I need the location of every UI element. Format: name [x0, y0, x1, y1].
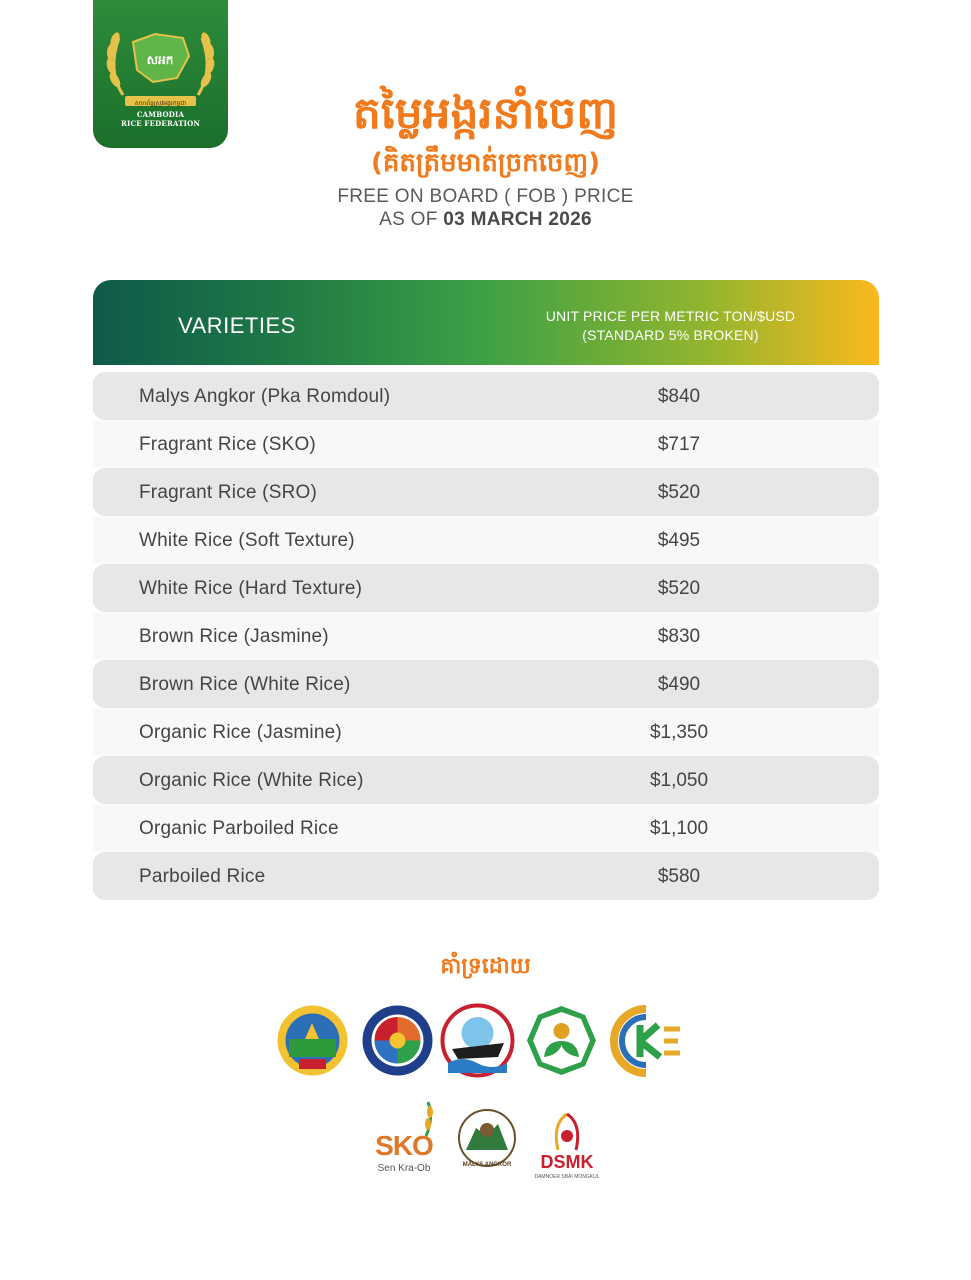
as-of-line — [0, 209, 971, 231]
variety-name: Organic Rice (Jasmine) — [139, 722, 342, 743]
malys-angkor-logo — [452, 1108, 522, 1188]
column-header-varieties: VARIETIES — [178, 313, 296, 338]
page-subtitle-khmer: (គិតត្រឹមមាត់ច្រកចេញ) — [370, 148, 601, 178]
variety-price: $840 — [657, 386, 701, 407]
table-row — [93, 516, 879, 564]
variety-price: $717 — [657, 434, 701, 455]
table-row — [93, 756, 879, 804]
department-seal-icon — [360, 1003, 435, 1078]
variety-name: Parboiled Rice — [139, 866, 266, 887]
logo-name-line2: RICE FEDERATION — [121, 119, 200, 128]
dsmk-subtitle: DAMNOER SBAI MONGKUL — [534, 1174, 600, 1180]
sko-subtitle: Sen Kra-Ob — [377, 1163, 431, 1174]
variety-name: Malys Angkor (Pka Romdoul) — [139, 386, 391, 407]
variety-price: $490 — [657, 674, 701, 695]
page-title-khmer: តម្លៃអង្ករនាំចេញ — [352, 88, 619, 139]
variety-name: Fragrant Rice (SRO) — [139, 482, 318, 503]
variety-price: $830 — [657, 626, 701, 647]
sko-logo — [368, 1100, 440, 1192]
variety-name: Organic Rice (White Rice) — [139, 770, 364, 791]
variety-name: Fragrant Rice (SKO) — [139, 434, 316, 455]
logo-name-line1: CAMBODIA — [136, 110, 185, 119]
dsmk-name: DSMK — [540, 1152, 594, 1172]
table-row — [93, 708, 879, 756]
column-header-price — [513, 307, 828, 345]
column-header-price-line1: UNIT PRICE PER METRIC TON/$USD — [545, 308, 796, 324]
agriculture-seal-icon — [524, 1003, 599, 1078]
variety-name: Organic Parboiled Rice — [139, 818, 339, 839]
table-row — [93, 804, 879, 852]
price-table — [93, 280, 879, 900]
table-row — [93, 420, 879, 468]
malys-angkor-name: MALYS ANGKOR — [462, 1162, 512, 1168]
variety-name: Brown Rice (Jasmine) — [139, 626, 329, 647]
column-header-price-line2: (STANDARD 5% BROKEN) — [582, 327, 759, 343]
table-row — [93, 612, 879, 660]
logo-khmer-ribbon: សហព័ន្ធស្រូវអង្ករកម្ពុជា — [134, 100, 187, 107]
table-row — [93, 564, 879, 612]
fob-price-line: FREE ON BOARD ( FOB ) PRICE — [337, 186, 634, 207]
table-body — [93, 372, 879, 900]
variety-name: Brown Rice (White Rice) — [139, 674, 351, 695]
table-row — [93, 852, 879, 900]
variety-price: $1,050 — [649, 770, 709, 791]
variety-price: $495 — [657, 530, 701, 551]
ke-logo-icon — [606, 1003, 686, 1078]
as-of-date: 03 MARCH 2026 — [443, 209, 592, 230]
dsmk-wheat-icon — [530, 1110, 604, 1156]
table-row — [93, 660, 879, 708]
table-row — [93, 372, 879, 420]
variety-name: White Rice (Hard Texture) — [139, 578, 363, 599]
variety-price: $520 — [657, 578, 701, 599]
variety-price: $580 — [657, 866, 701, 887]
variety-price: $520 — [657, 482, 701, 503]
table-header — [93, 280, 879, 365]
table-row — [93, 468, 879, 516]
dsmk-logo — [530, 1110, 604, 1192]
logo-map-text: សអក — [146, 53, 174, 67]
sko-name: SKO — [375, 1130, 433, 1161]
variety-price: $1,350 — [649, 722, 709, 743]
port-ship-seal-icon — [440, 1003, 515, 1078]
ministry-seal-icon — [275, 1003, 350, 1078]
as-of-prefix: AS OF — [379, 209, 438, 230]
supported-by-label: គាំទ្រដោយ — [440, 954, 531, 979]
variety-name: White Rice (Soft Texture) — [139, 530, 355, 551]
variety-price: $1,100 — [649, 818, 709, 839]
